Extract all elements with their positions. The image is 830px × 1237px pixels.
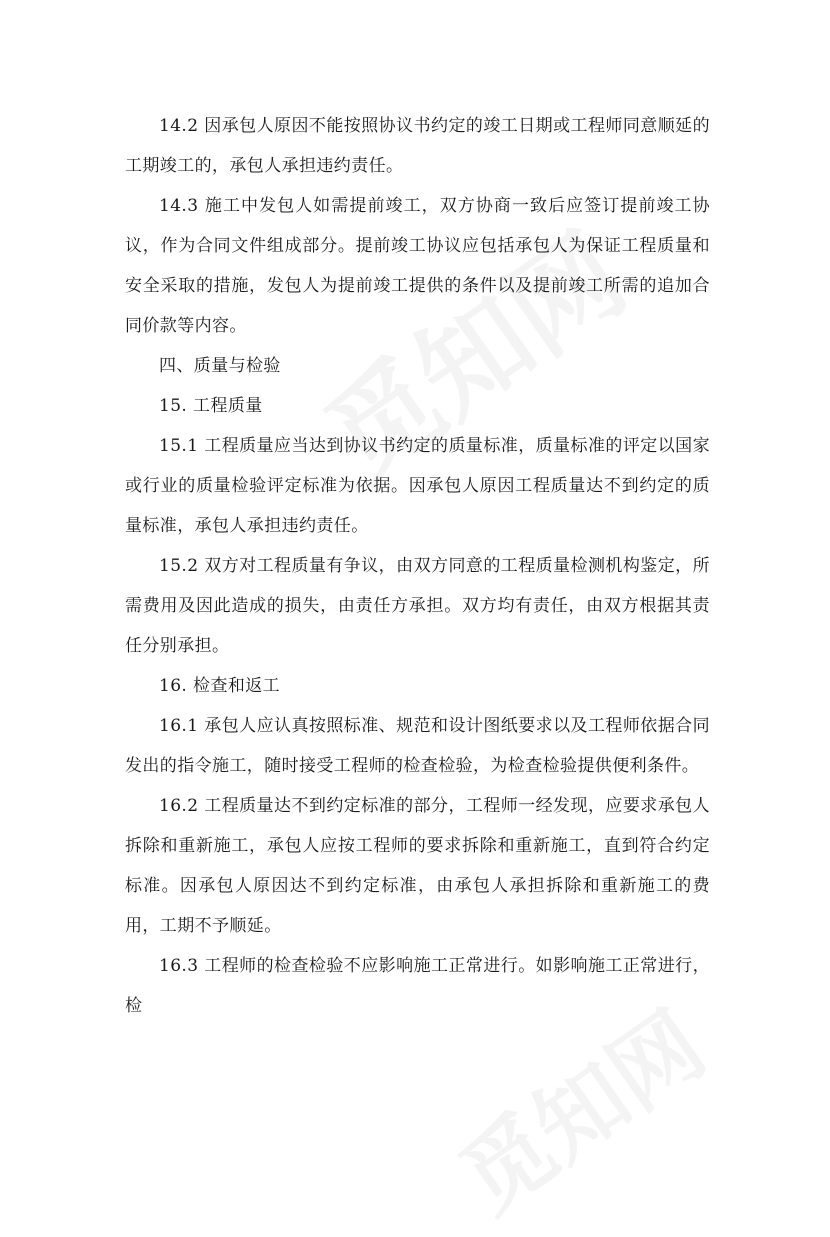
clause-heading-16: 16. 检查和返工: [159, 676, 281, 696]
clause-16-3: 16.3 工程师的检查检验不应影响施工正常进行。如影响施工正常进行，检: [125, 956, 710, 1016]
clause-15-1: 15.1 工程质量应当达到协议书约定的质量标准，质量标准的评定以国家或行业的质量检验评定标准为依据。因承包人原因工程质量达不到约定的质量标准，承包人承担违约责任。: [125, 436, 710, 536]
clause-15-2: 15.2 双方对工程质量有争议，由双方同意的工程质量检测机构鉴定，所需费用及因此造成的损失，由责任方承担。双方均有责任，由双方根据其责任分别承担。: [125, 556, 710, 656]
section-heading-quality-inspection: 四、质量与检验: [159, 356, 281, 376]
clause-heading-15: 15. 工程质量: [159, 396, 263, 416]
clause-14-2: 14.2 因承包人原因不能按照协议书约定的竣工日期或工程师同意顺延的工期竣工的，承包人承担违约责任。: [125, 116, 710, 176]
clause-16-2: 16.2 工程质量达不到约定标准的部分，工程师一经发现，应要求承包人拆除和重新施工，承包人应按工程师的要求拆除和重新施工，直到符合约定标准。因承包人原因达不到约定标准，由承包人承担拆除和重新施工的费用，工期不予顺延。: [125, 796, 710, 936]
clause-16-1: 16.1 承包人应认真按照标准、规范和设计图纸要求以及工程师依据合同发出的指令施工，随时接受工程师的检查检验，为检查检验提供便利条件。: [125, 716, 710, 776]
document-body: [125, 106, 710, 1026]
clause-14-3: 14.3 施工中发包人如需提前竣工，双方协商一致后应签订提前竣工协议，作为合同文件组成部分。提前竣工协议应包括承包人为保证工程质量和安全采取的措施，发包人为提前竣工提供的条件以及提前竣工所需的追加合同价款等内容。: [125, 196, 710, 336]
